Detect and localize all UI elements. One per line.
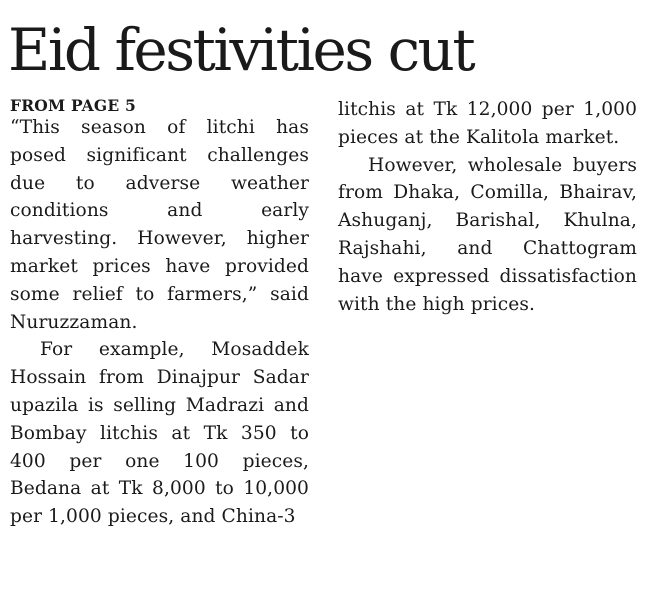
- paragraph: litchis at Tk 12,000 per 1,000 pieces at the Kalitola market.: [338, 99, 637, 148]
- headline: Eid festivities cut: [8, 16, 474, 84]
- paragraph: For example, Mosaddek Hossain from Dinajpur Sadar upazila is selling Madrazi and Bombay litchis at Tk 350 to 400 per one 100 pieces, Bedana at Tk 8,000 to 10,000 per 1,000 pieces, and China-3: [10, 339, 309, 528]
- column-right: [338, 96, 637, 318]
- jump-line: FROM PAGE 5: [10, 96, 136, 115]
- paragraph: “This season of litchi has posed significant challenges due to adverse weather conditions and early harvesting. However, higher market prices have provided some relief to farmers,” said Nuruzzaman.: [10, 117, 309, 333]
- paragraph: However, wholesale buyers from Dhaka, Comilla, Bhairav, Ashuganj, Barishal, Khulna, Rajshahi, and Chattogram have expressed dissatisfaction with the high prices.: [338, 154, 637, 315]
- column-left: [10, 95, 309, 531]
